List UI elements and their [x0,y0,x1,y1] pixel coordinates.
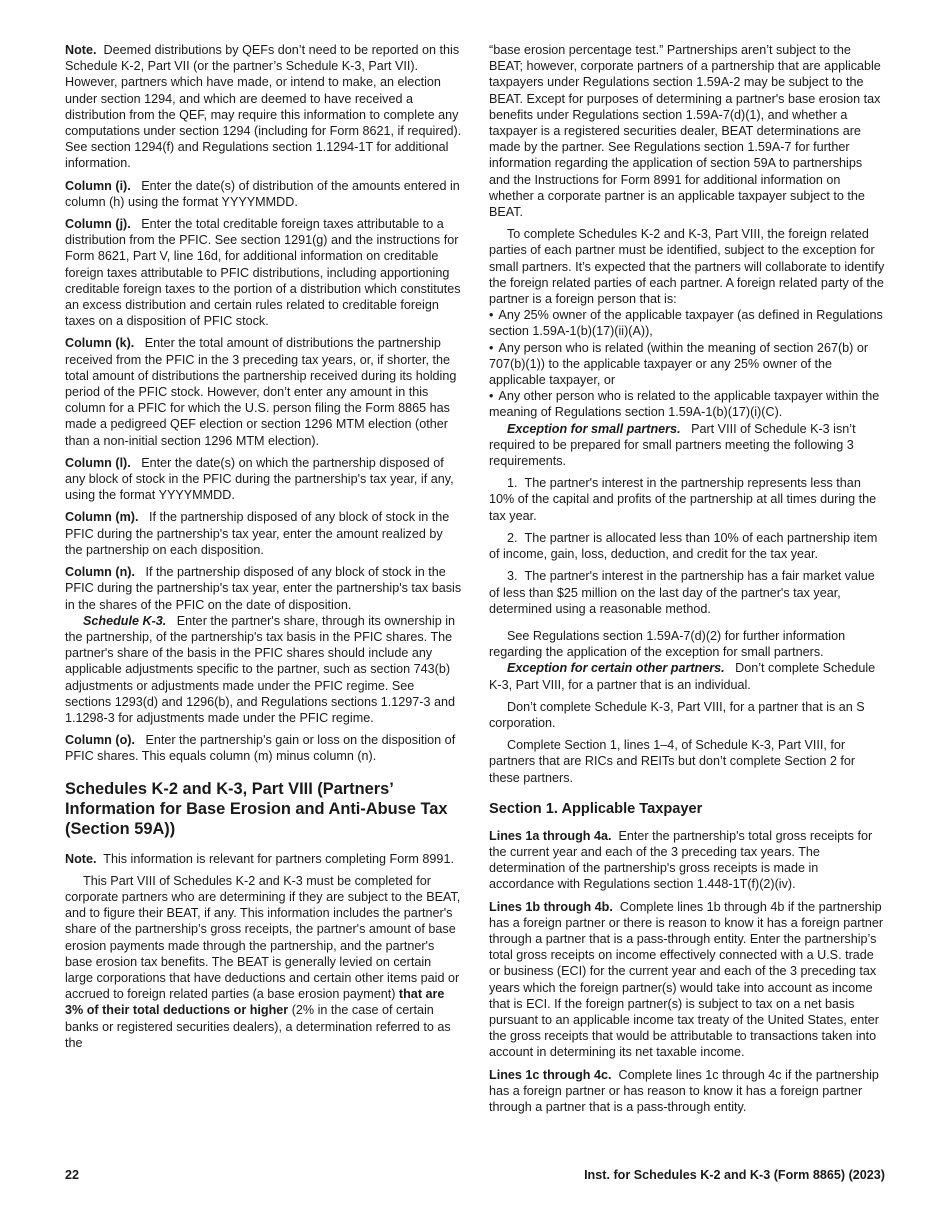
exception-other-text: Don’t complete Schedule K-3, Part VIII, for a partner that is an individual. [489,661,876,692]
page-number: 22 [65,1168,80,1182]
exception-other-lead: Exception for certain other partners. [507,661,725,676]
see-regulations-paragraph: See Regulations section 1.59A-7(d)(2) for further information regarding the application of the exception for small partners. [489,628,846,660]
intro-text-a: This Part VIII of Schedules K-2 and K-3 must be completed for corporate partners who are determining if they are subject to the BEAT, and to figure their BEAT, if any. This information includes the partner's share of the partnership’s gross receipts, the partner's amount of base erosion payments made through the partnership, and the partner's base erosion tax benefits. The BEAT is generally levied on certain large corporations that have deductions and certain other items paid or accrued to foreign related parties (a base erosion payment) [65,873,461,1002]
right-column [489,42,886,1121]
requirement-item: 3. The partner's interest in the partnership has a fair market value of less than $25 million on the last day of the partner's tax year, determined using a reasonable method. [489,569,875,616]
lines-1a-text: Enter the partnership's total gross receipts for the current year and each of the 3 preceding tax years. The determination of the partnership's gross receipts is made in accordance with Regulations section 1.448-1T(f)(2)(iv). [489,828,873,892]
schedule-k3-paragraph [65,613,462,726]
lines-1c-lead: Lines 1c through 4c. [489,1067,612,1082]
exception-small-paragraph [489,421,886,470]
exception-small-lead: Exception for small partners. [507,421,681,436]
note2-text: This information is relevant for partners completing Form 8991. [103,851,454,866]
column-o-paragraph [65,732,462,764]
column-l-paragraph [65,455,462,504]
column-l-lead: Column (l). [65,455,131,470]
column-i-text: Enter the date(s) of distribution of the amounts entered in column (h) using the format YYYYMMDD. [65,178,460,209]
lines-1c-text: Complete lines 1c through 4c if the partnership has a foreign partner or has reason to know it has a foreign partner through a partner that is a pass-through entity. [489,1067,879,1114]
column-l-text: Enter the date(s) on which the partnership disposed of any block of stock in the PFIC during the partnership's tax year, if any, using the format YYYYMMDD. [65,455,454,503]
intro-text-b: (2% in the case of certain banks or registered securities dealers), a determination referred to as the [65,1003,451,1050]
requirement-item: 1. The partner's interest in the partnership represents less than 10% of the capital and profits of the partnership at all times during the tax year. [489,476,877,523]
lines-1b-paragraph [489,899,886,1061]
bullet-item: • Any 25% owner of the applicable taxpayer (as defined in Regulations section 1.59A-1(b)(17)(ii)(A)), [489,307,886,339]
footer-title: Inst. for Schedules K-2 and K-3 (Form 8865) (2023) [584,1168,885,1182]
lines-1b-text: Complete lines 1b through 4b if the partnership has a foreign partner or there is reason to know it has a foreign partner through a partner that is a pass-through entity. Enter the partnership’s total gross receipts on income effectively connected with a U.S. trade or business (ECI) for the current year and each of the 3 preceding tax years which the foreign partner(s) would take into account as income that is ECI. If the foreign partner(s) is subject to tax on a net basis pursuant to an applicable income tax treaty of the United States, enter the gross receipts that would be attributable to transactions taken into account in determining its net taxable income. [489,899,884,1060]
part-viii-heading: Schedules K-2 and K-3, Part VIII (Partners’ Information for Base Erosion and Anti-Abuse Tax (Section 59A)) [65,779,448,838]
note2-lead: Note. [65,851,97,866]
foreign-related-paragraph: To complete Schedules K-2 and K-3, Part VIII, the foreign related parties of each partner must be identified, subject to the exception for small partners. It’s expected that the partners will collaborate to identify the foreign related parties of each partner. A foreign related party of the partner is a foreign person that is: [489,227,885,307]
note-lead: Note. [65,43,97,57]
column-o-text: Enter the partnership's gain or loss on the disposition of PFIC shares. This equals column (m) minus column (n). [65,733,456,764]
schedule-k3-lead: Schedule K-3. [83,613,167,628]
schedule-k3-text: Enter the partner's share, through its ownership in the partnership, of the partnership's tax basis in the PFIC shares. The partner's share of the basis in the PFIC shares should include any applicable adjustments specific to the partner, such as section 743(b) adjustments or adjustments made under the PFIC regime. See sections 1293(d) and 1296(b), and Regulations sections 1.1297-3 and 1.1298-3 for adjustments made under the PFIC regime. [65,613,455,725]
exception-other-paragraph [489,660,886,692]
continued-paragraph: “base erosion percentage test.” Partnerships aren’t subject to the BEAT; however, corporate partners of a partnership that are applicable taxpayers under Regulations section 1.59A-2 may be subject to the BEAT. Except for purposes of determining a partner's base erosion tax benefits under Regulations section 1.59A-7(d)(1), and whether a taxpayer is a registered securities dealer, BEAT determinations are made by the partner. See Regulations section 1.59A-7 for further information regarding the application of section 59A to partnerships and the Instructions for Form 8991 for additional information on whether a corporate partner is an applicable taxpayer subject to the BEAT. [489,43,881,220]
column-j-lead: Column (j). [65,217,131,232]
column-o-lead: Column (o). [65,733,135,748]
bullet-item: • Any other person who is related to the applicable taxpayer within the meaning of Regulations section 1.59A-1(b)(17)(i)(C). [489,388,886,420]
requirement-item: 2. The partner is allocated less than 10% of each partnership item of income, gain, loss, deduction, and credit for the tax year. [489,530,878,562]
column-i-paragraph [65,178,462,210]
lines-1c-paragraph [489,1067,886,1116]
bullet-item: • Any person who is related (within the meaning of section 267(b) or 707(b)(1)) to the applicable taxpayer or any 25% owner of the applicable taxpayer, or [489,340,886,389]
lines-1a-paragraph [489,828,886,893]
column-m-paragraph [65,509,462,558]
column-n-lead: Column (n). [65,565,135,580]
column-n-text: If the partnership disposed of any block of stock in the PFIC during the partnership's tax year, enter the partnership's tax basis in the shares of the PFIC on the date of disposition. [65,565,462,612]
exception-small-text: Part VIII of Schedule K-3 isn’t required to be prepared for small partners meeting the following 3 requirements. [489,421,856,469]
lines-1b-lead: Lines 1b through 4b. [489,899,613,914]
left-column [65,42,462,1057]
note-text: Deemed distributions by QEFs don’t need to be reported on this Schedule K-2, Part VII (or the partner’s Schedule K-3, Part VII). However, partners which have made, or intend to make, an election under section 1294, and which are deemed to have received a distribution from the QEF, may require this information to complete any computations under section 1294 (including for Form 8621, if required). See section 1294(f) and Regulations section 1.1294-1T for additional information. [65,43,462,171]
column-k-lead: Column (k). [65,336,135,351]
column-k-paragraph [65,335,462,448]
column-j-text: Enter the total creditable foreign taxes attributable to a distribution from the PFIC. See section 1291(g) and the instructions for Form 8621, Part V, line 16d, for additional information on creditable foreign taxes attributable to PFIC distributions, including apportioning creditable foreign taxes to the portion of a distribution which constitutes an excess distribution and certain rules related to creditable foreign taxes on a disposition of PFIC stock. [65,217,461,329]
column-j-paragraph [65,216,462,329]
column-i-lead: Column (i). [65,178,131,193]
note-paragraph [65,42,462,172]
complete-section1-paragraph: Complete Section 1, lines 1–4, of Schedule K-3, Part VIII, for partners that are RICs and REITs but don’t complete Section 2 for these partners. [489,738,856,785]
column-m-lead: Column (m). [65,510,139,525]
s-corp-paragraph: Don’t complete Schedule K-3, Part VIII, for a partner that is an S corporation. [489,699,865,730]
lines-1a-lead: Lines 1a through 4a. [489,828,612,843]
column-k-text: Enter the total amount of distributions the partnership received from the PFIC in the 3 preceding tax years, or, if shorter, the total amount of distributions the partnership received during its holding period of the PFIC stock. However, don’t enter any amount in this column for a PFIC for which the U.S. person filing the Form 8865 has made a pedigreed QEF election or section 1296 MTM election (other than a non-initial section 1296 MTM election). [65,336,457,448]
intro-bold: that are 3% of their total deductions or higher [65,987,445,1018]
note2-paragraph [65,851,462,867]
part-viii-intro-paragraph [65,873,462,1051]
column-n-paragraph [65,564,462,613]
section-1-heading: Section 1. Applicable Taxpayer [489,800,703,817]
column-m-text: If the partnership disposed of any block of stock in the PFIC during the partnership's tax year, enter the amount realized by the partnership on each disposition. [65,510,450,557]
